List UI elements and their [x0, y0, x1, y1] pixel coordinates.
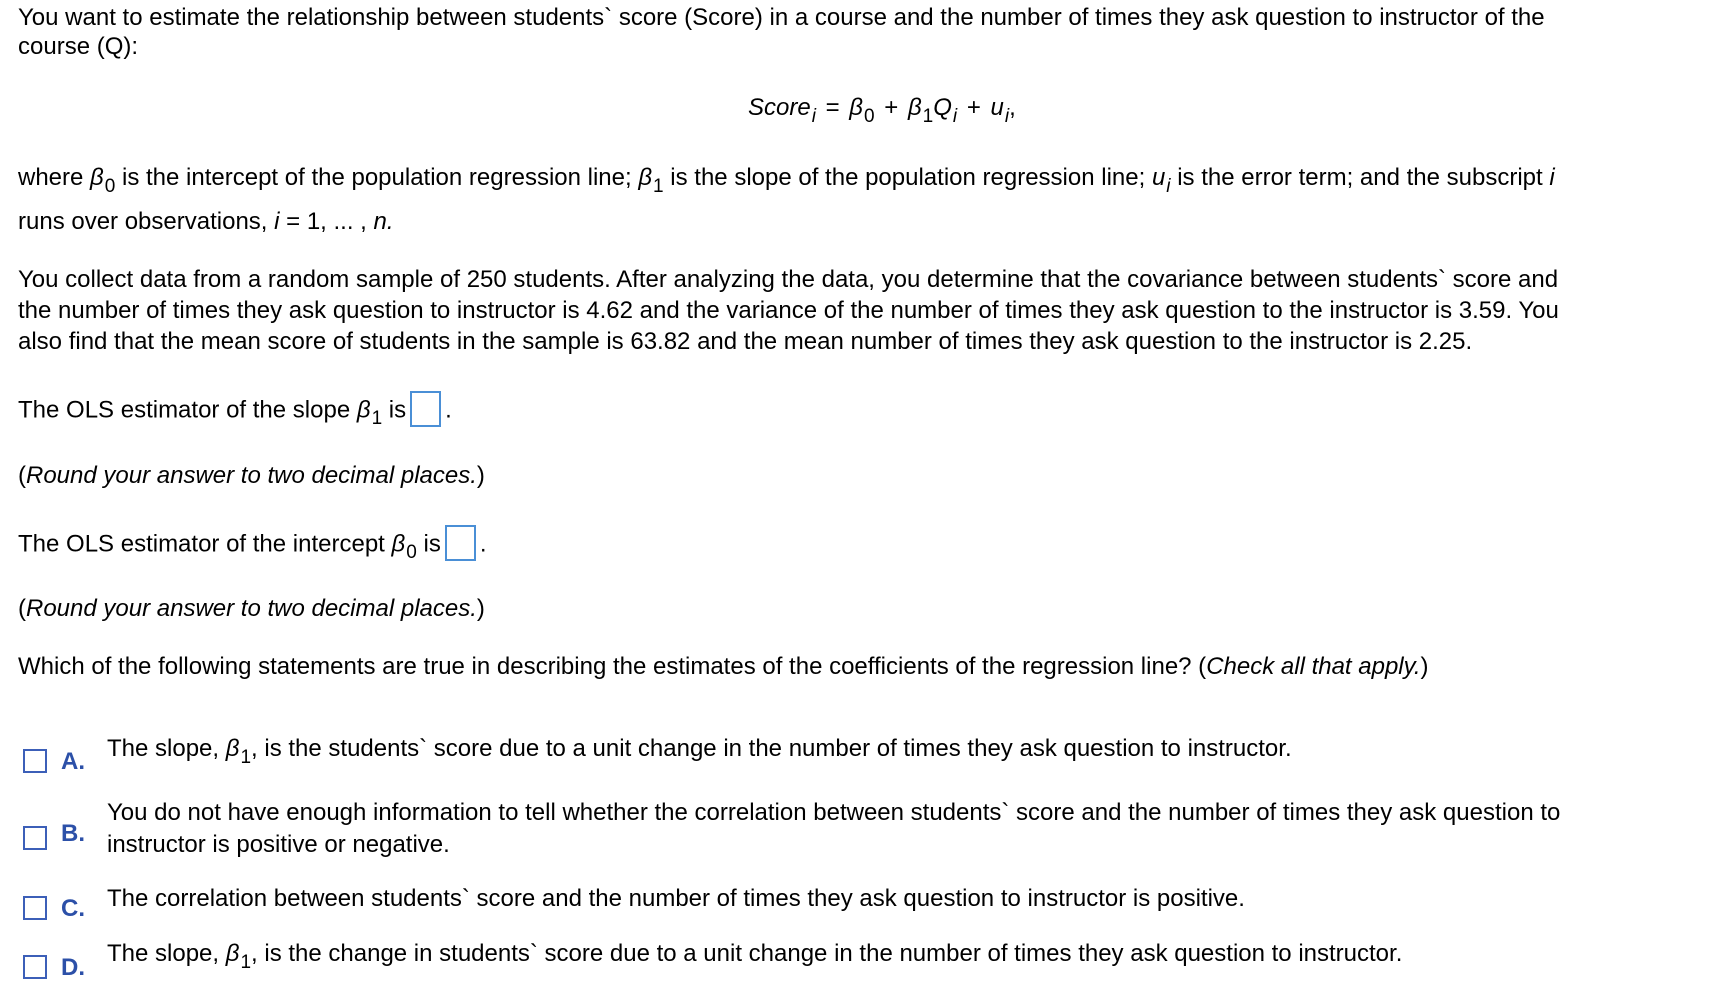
- option-a-beta: β: [225, 735, 240, 762]
- option-d-text[interactable]: [107, 938, 1402, 972]
- eq-beta0-sub: 0: [864, 106, 875, 127]
- intro-line-2: course (Q):: [18, 33, 139, 60]
- option-c-checkbox[interactable]: [23, 896, 47, 920]
- option-c-letter[interactable]: C.: [61, 895, 85, 922]
- option-a-beta-sub: 1: [240, 747, 252, 768]
- where-u: u: [1151, 164, 1166, 191]
- round-note-2-close: ): [476, 595, 485, 622]
- option-b-text-line-1[interactable]: You do not have enough information to tell whether the correlation between students` score and the number of times they ask question to: [107, 799, 1561, 826]
- intercept-beta-sub: 0: [406, 542, 417, 564]
- option-a-checkbox[interactable]: [23, 749, 47, 773]
- option-b-checkbox[interactable]: [23, 826, 47, 850]
- slope-text-1: The OLS estimator of the slope: [18, 396, 357, 424]
- which-question: [18, 653, 1429, 681]
- slope-beta-sub: 1: [371, 408, 383, 430]
- round-note-1-open: (: [18, 462, 26, 489]
- intercept-beta: β: [391, 530, 406, 558]
- eq-equals: =: [825, 94, 840, 121]
- data-line-1: You collect data from a random sample of 250 students. After analyzing the data, you determine that the covariance between students` score and: [18, 266, 1559, 293]
- data-line-3: also find that the mean score of students in the sample is 63.82 and the mean number of times they ask question to the instructor is 2.25.: [18, 328, 1473, 355]
- where-l2-n: n.: [373, 208, 394, 235]
- eq-q: Q: [933, 94, 952, 121]
- where-text-3: is the slope of the population regression line;: [663, 164, 1152, 191]
- where-text-1: where: [18, 164, 91, 191]
- eq-plus-2: +: [966, 94, 981, 121]
- eq-u: u: [990, 94, 1004, 121]
- option-d-text-2: , is the change in students` score due to a unit change in the number of times they ask question to instructor.: [251, 940, 1403, 967]
- round-note-2-open: (: [18, 595, 26, 622]
- eq-comma: ,: [1009, 94, 1016, 121]
- eq-q-sub: i: [952, 106, 958, 127]
- round-note-2: [18, 595, 485, 623]
- eq-score-sub: i: [811, 106, 816, 127]
- intercept-answer-input[interactable]: [445, 525, 476, 561]
- option-d-checkbox[interactable]: [23, 955, 47, 979]
- option-a-letter[interactable]: A.: [61, 748, 85, 775]
- where-line-2: [18, 208, 394, 236]
- where-l2-i: i: [274, 208, 280, 235]
- where-beta0-sub: 0: [104, 176, 116, 197]
- eq-score: Score: [748, 94, 811, 121]
- slope-question: [18, 393, 452, 429]
- option-a-text[interactable]: [107, 733, 1292, 767]
- where-text-2: is the intercept of the population regression line;: [115, 164, 639, 191]
- which-italic: Check all that apply.: [1206, 653, 1421, 680]
- where-u-sub: i: [1166, 176, 1171, 197]
- round-note-2-text: Round your answer to two decimal places.: [26, 595, 477, 622]
- where-text-4: is the error term; and the subscript: [1170, 164, 1550, 191]
- where-beta1: β: [638, 164, 653, 191]
- intercept-text-3: .: [479, 530, 487, 558]
- eq-beta1-sub: 1: [922, 106, 934, 127]
- option-d-letter[interactable]: D.: [61, 954, 85, 981]
- option-a-text-1: The slope,: [107, 735, 226, 762]
- data-line-2: the number of times they ask question to instructor is 4.62 and the variance of the number of times they ask question to the instructor is 3.59. You: [18, 297, 1559, 324]
- option-b-text-line-2[interactable]: instructor is positive or negative.: [107, 831, 450, 858]
- slope-answer-input[interactable]: [410, 391, 441, 427]
- round-note-1-close: ): [476, 462, 485, 489]
- round-note-1-text: Round your answer to two decimal places.: [26, 462, 477, 489]
- where-l2-text-1: runs over observations,: [18, 208, 275, 235]
- where-beta0: β: [90, 164, 104, 191]
- intercept-text-1: The OLS estimator of the intercept: [18, 530, 392, 558]
- slope-beta: β: [356, 396, 371, 424]
- where-line-1: [18, 164, 1555, 197]
- regression-equation: [748, 94, 1016, 127]
- where-l2-text-2: = 1, ... ,: [279, 208, 374, 235]
- intercept-text-2: is: [416, 530, 441, 558]
- eq-u-sub: i: [1004, 106, 1010, 127]
- slope-text-2: is: [382, 396, 407, 424]
- eq-beta1: β: [907, 94, 922, 121]
- which-text-1: Which of the following statements are true in describing the estimates of the coefficients of the regression line? (: [18, 653, 1207, 680]
- eq-beta0: β: [849, 94, 864, 121]
- slope-text-3: .: [445, 396, 452, 424]
- where-i: i: [1549, 164, 1555, 191]
- option-a-text-2: , is the students` score due to a unit change in the number of times they ask question to instructor.: [251, 735, 1292, 762]
- option-d-text-1: The slope,: [107, 940, 226, 967]
- option-d-beta: β: [225, 940, 240, 967]
- option-d-beta-sub: 1: [240, 952, 252, 973]
- option-c-text[interactable]: The correlation between students` score and the number of times they ask question to instructor is positive.: [107, 885, 1245, 912]
- which-text-2: ): [1420, 653, 1429, 680]
- eq-plus-1: +: [884, 94, 899, 121]
- intro-line-1: You want to estimate the relationship between students` score (Score) in a course and the number of times they ask question to instructor of the: [18, 4, 1545, 31]
- round-note-1: [18, 462, 485, 490]
- intercept-question: [18, 527, 486, 563]
- where-beta1-sub: 1: [653, 176, 664, 197]
- option-b-letter[interactable]: B.: [61, 820, 85, 847]
